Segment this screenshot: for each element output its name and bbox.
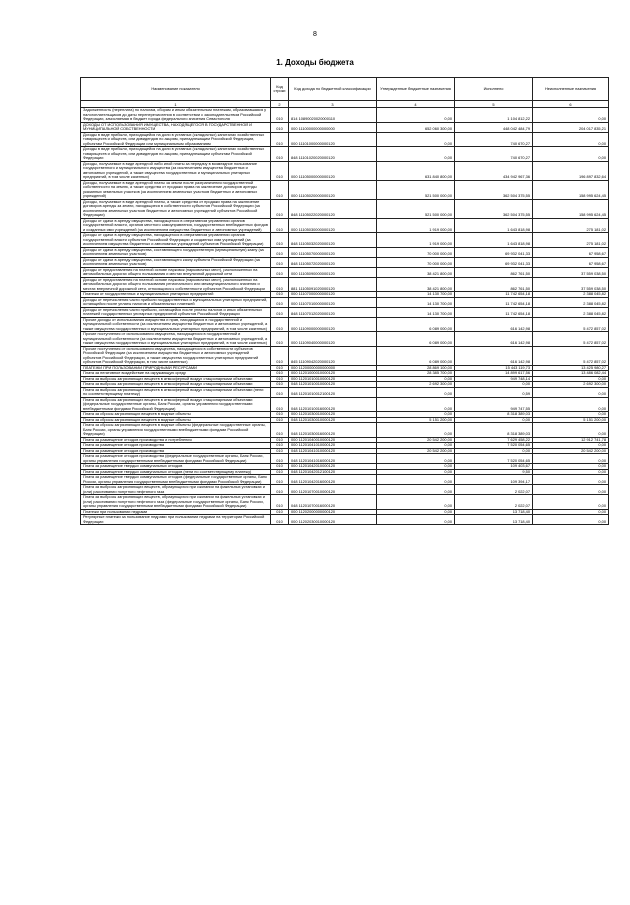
row-name-cell: Доходы в виде прибыли, приходящейся на доли в уставных (складочных) капиталах хозяйственных товариществ и обществ, или дивидендов по акциям, принадлежащим Российской Федерации, субъектам Российской Федерации или муниципальным образованиям [81, 132, 271, 147]
row-income-code-cell: 000 11202000000000120 [289, 509, 377, 515]
row-approved-cell: 1 919 000,00 [377, 233, 455, 248]
row-name-cell: ДОХОДЫ ОТ ИСПОЛЬЗОВАНИЯ ИМУЩЕСТВА, НАХОДЯЩЕГОСЯ В ГОСУДАРСТВЕННОЙ И МУНИЦИПАЛЬНОЙ СОБСТВЕННОСТИ [81, 122, 271, 132]
row-income-code-cell: 048 11201010010000120 [289, 382, 377, 388]
row-line-code-cell: 010 [271, 108, 289, 123]
row-line-code-cell: 010 [271, 475, 289, 485]
row-unexecuted-cell: 0,00 [533, 443, 609, 449]
row-line-code-cell: 010 [271, 307, 289, 317]
row-name-cell: Задолженность (переплата) по налогам, сборам и иным обязательным платежам, образовавшаяся у налогоплательщиков до даты переперечисления в соответствии с законодательством Российской Федерации, зачисляемая в бюджет города федерального значения Севастополя [81, 108, 271, 123]
row-approved-cell: 631 840 800,00 [377, 161, 455, 180]
row-unexecuted-cell: 37 559 038,50 [533, 267, 609, 277]
column-number: 2 [271, 101, 289, 108]
row-line-code-cell: 010 [271, 437, 289, 443]
row-executed-cell: 109 403,67 [455, 464, 533, 470]
row-executed-cell: 949 747,55 [455, 397, 533, 412]
header-row [81, 78, 609, 101]
row-executed-cell: 2 022,07 [455, 495, 533, 510]
row-unexecuted-cell: 0,00 [533, 132, 609, 147]
table-row [81, 267, 609, 277]
row-unexecuted-cell: 0,00 [533, 515, 609, 525]
table-row [81, 495, 609, 510]
table-row [81, 454, 609, 464]
row-name-cell: Доходы от сдачи в аренду имущества, составляющего казну субъекта Российской Федерации (за исключением земельных участков) [81, 257, 271, 267]
row-name-cell: Плата за сбросы загрязняющих веществ в водные объекты [81, 412, 271, 418]
table-row [81, 515, 609, 525]
row-unexecuted-cell: 37 559 038,50 [533, 277, 609, 292]
column-number: 1 [81, 101, 271, 108]
row-name-cell: Плата за размещение отходов производства [81, 448, 271, 454]
row-name-cell: Плата за сбросы загрязняющих веществ в водные объекты [81, 417, 271, 423]
row-unexecuted-cell: 0,00 [533, 376, 609, 382]
row-unexecuted-cell: 0,00 [533, 454, 609, 464]
table-row [81, 387, 609, 397]
row-line-code-cell: 010 [271, 376, 289, 382]
row-name-cell: Плата за размещение отходов производства и потребления [81, 437, 271, 443]
row-income-code-cell: 881 11105091020000120 [289, 277, 377, 292]
row-name-cell: Регулярные платежи за пользование недрами при пользовании недрами на территории Российской Федерации [81, 515, 271, 525]
row-approved-cell: 0,00 [377, 147, 455, 162]
row-executed-cell: 0,00 [455, 382, 533, 388]
header-indicator-name: Наименование показателя [81, 78, 271, 101]
row-line-code-cell: 010 [271, 469, 289, 475]
row-unexecuted-cell: 67 958,67 [533, 257, 609, 267]
table-row [81, 247, 609, 257]
row-income-code-cell: 000 11201010010000120 [289, 376, 377, 382]
row-line-code-cell: 010 [271, 257, 289, 267]
row-income-code-cell: 048 11201042016000120 [289, 475, 377, 485]
row-name-cell: Платежи при пользовании недрами [81, 509, 271, 515]
row-income-code-cell: 814 10890020020000110 [289, 108, 377, 123]
row-executed-cell: 15 443 119,73 [455, 365, 533, 371]
row-income-code-cell: 848 11101020020000120 [289, 147, 377, 162]
row-approved-cell: 0,00 [377, 376, 455, 382]
row-approved-cell: 28 385 700,00 [377, 371, 455, 377]
row-unexecuted-cell: 12 912 741,78 [533, 437, 609, 443]
row-executed-cell: 616 142,98 [455, 317, 533, 332]
row-name-cell: Плата за размещение твердых коммунальных отходов (пени по соответствующему платежу) [81, 469, 271, 475]
row-unexecuted-cell: 0,00 [533, 475, 609, 485]
row-name-cell: Плата за выбросы загрязняющих веществ, образующихся при сжигании на факельных установках и (или) рассеивании попутного нефтяного газа (федеральные государственные органы, Банк России, органы управления государственными внебюджетными фондами Российской Федерации) [81, 495, 271, 510]
row-name-cell: Плата за выбросы загрязняющих веществ в атмосферный воздух стационарными объектами (федеральные государственные органы, Банк России, органы управления государственными внебюджетными фондами Российской Федерации) [81, 397, 271, 412]
row-line-code-cell: 010 [271, 412, 289, 418]
row-approved-cell: 20 542 200,00 [377, 448, 455, 454]
row-unexecuted-cell: 5 472 857,02 [533, 346, 609, 365]
table-row [81, 132, 609, 147]
row-unexecuted-cell: 275 181,02 [533, 218, 609, 233]
column-number: 5 [455, 101, 533, 108]
row-executed-cell: 69 932 041,33 [455, 247, 533, 257]
row-unexecuted-cell: 0,00 [533, 464, 609, 470]
row-line-code-cell: 010 [271, 387, 289, 397]
row-approved-cell: 0,00 [377, 132, 455, 147]
row-income-code-cell: 845 11109042020000120 [289, 346, 377, 365]
row-approved-cell: 0,00 [377, 515, 455, 525]
row-executed-cell: 11 742 654,18 [455, 307, 533, 317]
row-income-code-cell: 000 11107000000000120 [289, 292, 377, 298]
row-line-code-cell: 010 [271, 365, 289, 371]
row-income-code-cell: 000 11201030010000120 [289, 412, 377, 418]
row-unexecuted-cell: 2 388 045,82 [533, 297, 609, 307]
row-income-code-cell: 000 11105090000000120 [289, 267, 377, 277]
row-name-cell: Доходы, получаемые в виде арендной платы за земли после разграничения государственной собственности на землю, а также средства от продажи права на заключение договоров аренды указанных земельных участков (за исключением земельных участков бюджетных и автономных учреждений) [81, 180, 271, 199]
row-executed-cell: 0,00 [455, 448, 533, 454]
row-approved-cell: 0,00 [377, 475, 455, 485]
table-row [81, 180, 609, 199]
row-unexecuted-cell: 275 181,02 [533, 233, 609, 248]
header-line-code: Код строки [271, 78, 289, 101]
row-approved-cell: 38 421 800,00 [377, 277, 455, 292]
row-line-code-cell: 010 [271, 132, 289, 147]
row-unexecuted-cell: 158 995 624,45 [533, 199, 609, 218]
row-unexecuted-cell: 0,00 [533, 147, 609, 162]
row-approved-cell: 14 130 700,00 [377, 292, 455, 298]
row-line-code-cell: 010 [271, 485, 289, 495]
table-row [81, 277, 609, 292]
row-approved-cell: 652 060 300,00 [377, 122, 455, 132]
table-row [81, 233, 609, 248]
row-income-code-cell: 000 11105070000000120 [289, 247, 377, 257]
row-name-cell: Доходы от перечисления части прибыли, остающейся после уплаты налогов и иных обязательных платежей государственных унитарных предприятий субъектов Российской Федерации [81, 307, 271, 317]
row-unexecuted-cell: 0,00 [533, 469, 609, 475]
row-name-cell: Прочие поступления от использования имущества, находящегося в собственности субъектов Российской Федерации (за исключением имущества бюджетных и автономных учреждений субъектов Российской Федерации, а также имущества государственных унитарных предприятий субъектов Российской Федерации, в том числе казенных) [81, 346, 271, 365]
row-executed-cell: 8 318 389,03 [455, 423, 533, 438]
row-name-cell: Доходы от сдачи в аренду имущества, составляющего государственную (муниципальную) казну (за исключением земельных участков) [81, 247, 271, 257]
row-unexecuted-cell: 5 472 857,02 [533, 332, 609, 347]
row-income-code-cell: 000 11109040000000120 [289, 332, 377, 347]
row-unexecuted-cell: 0,00 [533, 509, 609, 515]
row-executed-cell: 740 670,27 [455, 132, 533, 147]
row-income-code-cell: 000 11202030010000120 [289, 515, 377, 525]
row-name-cell: Плата за размещение твердых коммунальных отходов (федеральные государственные органы, Банк России, органы управления государственными внебюджетными фондами Российской Федерации) [81, 475, 271, 485]
table-row [81, 423, 609, 438]
row-line-code-cell: 010 [271, 454, 289, 464]
row-income-code-cell: 000 11107010000000120 [289, 297, 377, 307]
row-executed-cell: 7 520 054,65 [455, 443, 533, 449]
row-income-code-cell: 000 11100000000000000 [289, 122, 377, 132]
row-income-code-cell: 000 11105030000000120 [289, 218, 377, 233]
table-row [81, 307, 609, 317]
row-income-code-cell: 848 11105032020000120 [289, 233, 377, 248]
row-line-code-cell: 010 [271, 448, 289, 454]
row-approved-cell: 70 000 000,00 [377, 247, 455, 257]
row-income-code-cell: 000 11201000010000120 [289, 371, 377, 377]
row-executed-cell: 616 142,98 [455, 332, 533, 347]
row-executed-cell: 13 718,40 [455, 509, 533, 515]
row-unexecuted-cell: 2 388 045,82 [533, 292, 609, 298]
header-unexecuted: Неисполненные назначения [533, 78, 609, 101]
row-income-code-cell: 000 11201070010000120 [289, 485, 377, 495]
row-approved-cell: 6 089 000,00 [377, 346, 455, 365]
row-unexecuted-cell: 0,00 [533, 423, 609, 438]
row-approved-cell: 0,00 [377, 443, 455, 449]
row-name-cell: Плата за выбросы загрязняющих веществ в атмосферный воздух стационарными объектами [81, 376, 271, 382]
row-income-code-cell: 000 11109000000000120 [289, 317, 377, 332]
row-executed-cell: 13 718,40 [455, 515, 533, 525]
row-approved-cell: 14 130 700,00 [377, 307, 455, 317]
row-executed-cell: 740 670,27 [455, 147, 533, 162]
row-approved-cell: 0,00 [377, 485, 455, 495]
row-income-code-cell: 000 11201042010000120 [289, 464, 377, 470]
row-line-code-cell: 010 [271, 515, 289, 525]
row-executed-cell: 11 742 654,18 [455, 297, 533, 307]
row-approved-cell: 0,00 [377, 509, 455, 515]
row-executed-cell: 949 748,14 [455, 376, 533, 382]
row-approved-cell: 0,00 [377, 469, 455, 475]
row-approved-cell: 70 000 000,00 [377, 257, 455, 267]
row-line-code-cell: 010 [271, 332, 289, 347]
row-name-cell: ПЛАТЕЖИ ПРИ ПОЛЬЗОВАНИИ ПРИРОДНЫМИ РЕСУРСАМИ [81, 365, 271, 371]
row-approved-cell: 521 500 000,00 [377, 180, 455, 199]
row-income-code-cell: 000 11105000000000120 [289, 161, 377, 180]
row-line-code-cell: 010 [271, 161, 289, 180]
row-line-code-cell: 010 [271, 267, 289, 277]
row-approved-cell: 6 089 000,00 [377, 332, 455, 347]
row-executed-cell: 9,50 [455, 469, 533, 475]
row-approved-cell: 521 500 000,00 [377, 199, 455, 218]
row-income-code-cell: 048 11201041016000120 [289, 454, 377, 464]
row-name-cell: Доходы, получаемые в виде арендной либо иной платы за передачу в возмездное пользование государственного и муниципального имущества (за исключением имущества бюджетных и автономных учреждений, а также имущества государственных и муниципальных унитарных предприятий, в том числе казенных) [81, 161, 271, 180]
column-number: 4 [377, 101, 455, 108]
header-income-code: Код дохода по бюджетной классификации [289, 78, 377, 101]
row-income-code-cell: 000 11200000000000000 [289, 365, 377, 371]
row-line-code-cell: 010 [271, 218, 289, 233]
row-executed-cell: 14 899 617,56 [455, 371, 533, 377]
row-income-code-cell: 048 11201070016000120 [289, 495, 377, 510]
row-unexecuted-cell: 0,00 [533, 387, 609, 397]
row-name-cell: Плата за выбросы загрязняющих веществ в атмосферный воздух стационарными объектами [81, 382, 271, 388]
row-name-cell: Плата за размещение твердых коммунальных отходов [81, 464, 271, 470]
row-income-code-cell: 048 11201041010000120 [289, 448, 377, 454]
row-income-code-cell: 848 11105072020000120 [289, 257, 377, 267]
row-name-cell: Плата за размещение отходов производства [81, 443, 271, 449]
row-unexecuted-cell: 13 425 980,27 [533, 365, 609, 371]
row-line-code-cell: 010 [271, 247, 289, 257]
row-line-code-cell: 010 [271, 199, 289, 218]
row-unexecuted-cell: 204 017 835,21 [533, 122, 609, 132]
section-title: 1. Доходы бюджета [276, 58, 354, 67]
row-executed-cell: 434 942 967,36 [455, 161, 533, 180]
row-name-cell: Плата за выбросы загрязняющих веществ, образующихся при сжигании на факельных установках и (или) рассеивании попутного нефтяного газа [81, 485, 271, 495]
row-line-code-cell: 010 [271, 180, 289, 199]
table-row [81, 317, 609, 332]
row-name-cell: Доходы от сдачи в аренду имущества, находящегося в оперативном управлении органов государственной власти, органов местного самоуправления, государственных внебюджетных фондов и созданных ими учреждений (за исключением имущества бюджетных и автономных учреждений) [81, 218, 271, 233]
row-income-code-cell: 000 11101000000000120 [289, 132, 377, 147]
row-line-code-cell: 010 [271, 346, 289, 365]
row-executed-cell: 1 643 818,98 [455, 218, 533, 233]
row-unexecuted-cell: 2 692 300,00 [533, 382, 609, 388]
row-line-code-cell: 010 [271, 317, 289, 332]
row-line-code-cell: 010 [271, 233, 289, 248]
row-executed-cell: 0,00 [455, 417, 533, 423]
row-line-code-cell: 010 [271, 495, 289, 510]
row-approved-cell: 28 869 100,00 [377, 365, 455, 371]
row-approved-cell: 0,00 [377, 464, 455, 470]
row-unexecuted-cell: 0,00 [533, 412, 609, 418]
row-executed-cell: 109 394,17 [455, 475, 533, 485]
row-approved-cell: 2 692 300,00 [377, 382, 455, 388]
row-approved-cell: 0,00 [377, 387, 455, 397]
row-approved-cell: 38 421 800,00 [377, 267, 455, 277]
table-row [81, 297, 609, 307]
row-line-code-cell: 010 [271, 382, 289, 388]
row-unexecuted-cell: 2 388 045,82 [533, 307, 609, 317]
row-approved-cell: 0,00 [377, 108, 455, 123]
row-line-code-cell: 010 [271, 417, 289, 423]
row-approved-cell: 0,00 [377, 495, 455, 510]
table-row [81, 332, 609, 347]
table-row [81, 485, 609, 495]
row-income-code-cell: 848 11105022020000120 [289, 199, 377, 218]
row-income-code-cell: 000 11105020000000120 [289, 180, 377, 199]
row-executed-cell: 2 022,07 [455, 485, 533, 495]
table-row [81, 122, 609, 132]
table-row [81, 161, 609, 180]
row-income-code-cell: 048 11201042012100120 [289, 469, 377, 475]
row-income-code-cell: 048 11201030016000120 [289, 423, 377, 438]
row-executed-cell: 8 318 389,03 [455, 412, 533, 418]
row-unexecuted-cell: 5 472 857,02 [533, 317, 609, 332]
row-executed-cell: 69 932 041,33 [455, 257, 533, 267]
row-approved-cell: 5 151 200,00 [377, 417, 455, 423]
row-executed-cell: 616 142,98 [455, 346, 533, 365]
row-name-cell: Прочие поступления от использования имущества, находящегося в государственной и муниципальной собственности (за исключением имущества бюджетных и автономных учреждений, а также имущества государственных и муниципальных унитарных предприятий, в том числе казенных) [81, 332, 271, 347]
row-executed-cell: 448 042 484,79 [455, 122, 533, 132]
row-line-code-cell: 010 [271, 443, 289, 449]
table-row [81, 397, 609, 412]
column-number: 3 [289, 101, 377, 108]
row-unexecuted-cell: 0,00 [533, 485, 609, 495]
row-income-code-cell: 000 11201040010000120 [289, 437, 377, 443]
row-approved-cell: 20 542 200,00 [377, 437, 455, 443]
table-row [81, 475, 609, 485]
budget-revenue-table [80, 77, 609, 525]
row-name-cell: Плата за сбросы загрязняющих веществ в водные объекты (федеральные государственные органы, Банк России, органы управления государственными внебюджетными фондами Российской Федерации) [81, 423, 271, 438]
row-line-code-cell: 010 [271, 147, 289, 162]
row-unexecuted-cell: 13 486 082,44 [533, 371, 609, 377]
row-name-cell: Плата за выбросы загрязняющих веществ в атмосферный воздух стационарными объектами (пени по соответствующему платежу) [81, 387, 271, 397]
row-executed-cell: 11 742 654,18 [455, 292, 533, 298]
row-line-code-cell: 010 [271, 464, 289, 470]
row-unexecuted-cell: 158 995 624,45 [533, 180, 609, 199]
row-name-cell: Доходы, получаемые в виде арендной платы, а также средства от продажи права на заключение договоров аренды за земли, находящиеся в собственности субъектов Российской Федерации (за исключением земельных участков бюджетных и автономных учреждений субъектов Российской Федерации) [81, 199, 271, 218]
row-line-code-cell: 010 [271, 509, 289, 515]
row-line-code-cell: 010 [271, 122, 289, 132]
table-row [81, 257, 609, 267]
row-unexecuted-cell: 196 897 832,64 [533, 161, 609, 180]
row-line-code-cell: 010 [271, 297, 289, 307]
column-number: 6 [533, 101, 609, 108]
row-income-code-cell: 048 11201010012100120 [289, 387, 377, 397]
table-row [81, 108, 609, 123]
row-unexecuted-cell: 5 151 200,00 [533, 417, 609, 423]
row-executed-cell: 0,59 [455, 387, 533, 397]
row-approved-cell: 1 919 000,00 [377, 218, 455, 233]
row-executed-cell: 1 104 812,22 [455, 108, 533, 123]
row-executed-cell: 362 504 375,55 [455, 199, 533, 218]
row-income-code-cell: 048 11201030010000120 [289, 417, 377, 423]
row-name-cell: Прочие доходы от использования имущества и прав, находящихся в государственной и муниципальной собственности (за исключением имущества бюджетных и автономных учреждений, а также имущества государственных и муниципальных унитарных предприятий, в том числе казенных) [81, 317, 271, 332]
row-approved-cell: 14 130 700,00 [377, 297, 455, 307]
table-row [81, 346, 609, 365]
row-income-code-cell: 000 11201041010000120 [289, 443, 377, 449]
row-unexecuted-cell: 0,00 [533, 397, 609, 412]
header-executed: Исполнено [455, 78, 533, 101]
row-line-code-cell: 010 [271, 423, 289, 438]
row-approved-cell: 0,00 [377, 397, 455, 412]
row-executed-cell: 362 504 375,55 [455, 180, 533, 199]
row-income-code-cell: 848 11107012020000120 [289, 307, 377, 317]
table-row [81, 218, 609, 233]
row-name-cell: Плата за негативное воздействие на окружающую среду [81, 371, 271, 377]
row-line-code-cell: 010 [271, 371, 289, 377]
table-body [81, 108, 609, 525]
header-approved: Утвержденные бюджетные назначения [377, 78, 455, 101]
table-row [81, 199, 609, 218]
column-number-row [81, 101, 609, 108]
row-executed-cell: 1 643 818,98 [455, 233, 533, 248]
row-approved-cell: 0,00 [377, 412, 455, 418]
page-number: 8 [313, 31, 317, 38]
row-unexecuted-cell: 67 958,67 [533, 247, 609, 257]
row-name-cell: Плата за размещение отходов производства (федеральные государственные органы, Банк России, органы управления государственными внебюджетными фондами Российской Федерации) [81, 454, 271, 464]
row-line-code-cell: 010 [271, 397, 289, 412]
row-name-cell: Доходы от сдачи в аренду имущества, находящегося в оперативном управлении органов государственной власти субъектов Российской Федерации и созданных ими учреждений (за исключением имущества бюджетных и автономных учреждений субъектов Российской Федерации) [81, 233, 271, 248]
row-approved-cell: 0,00 [377, 423, 455, 438]
row-line-code-cell: 010 [271, 292, 289, 298]
row-income-code-cell: 048 11201010016000120 [289, 397, 377, 412]
row-executed-cell: 862 761,50 [455, 277, 533, 292]
table-row [81, 147, 609, 162]
row-name-cell: Доходы от предоставления на платной основе парковок (парковочных мест), расположенных на автомобильных дорогах общего пользования регионального или межмуниципального значения и местах внеуличной дорожной сети, относящихся к собственности субъектов Российской Федерации [81, 277, 271, 292]
row-name-cell: Доходы от перечисления части прибыли государственных и муниципальных унитарных предприятий, остающейся после уплаты налогов и обязательных платежей [81, 297, 271, 307]
row-unexecuted-cell: 0,00 [533, 495, 609, 510]
row-unexecuted-cell: 0,00 [533, 108, 609, 123]
row-name-cell: Доходы от предоставления на платной основе парковок (парковочных мест), расположенных на автомобильных дорогах общего пользования и местах внеуличной дорожной сети [81, 267, 271, 277]
row-name-cell: Доходы в виде прибыли, приходящейся на доли в уставных (складочных) капиталах хозяйственных товариществ и обществ, или дивидендов по акциям, принадлежащим субъектам Российской Федерации [81, 147, 271, 162]
row-approved-cell: 0,00 [377, 454, 455, 464]
row-line-code-cell: 010 [271, 277, 289, 292]
row-executed-cell: 862 761,50 [455, 267, 533, 277]
row-executed-cell: 7 629 458,22 [455, 437, 533, 443]
row-approved-cell: 6 089 000,00 [377, 317, 455, 332]
row-name-cell: Платежи от государственных и муниципальных унитарных предприятий [81, 292, 271, 298]
row-executed-cell: 7 520 054,65 [455, 454, 533, 464]
row-unexecuted-cell: 20 542 200,00 [533, 448, 609, 454]
